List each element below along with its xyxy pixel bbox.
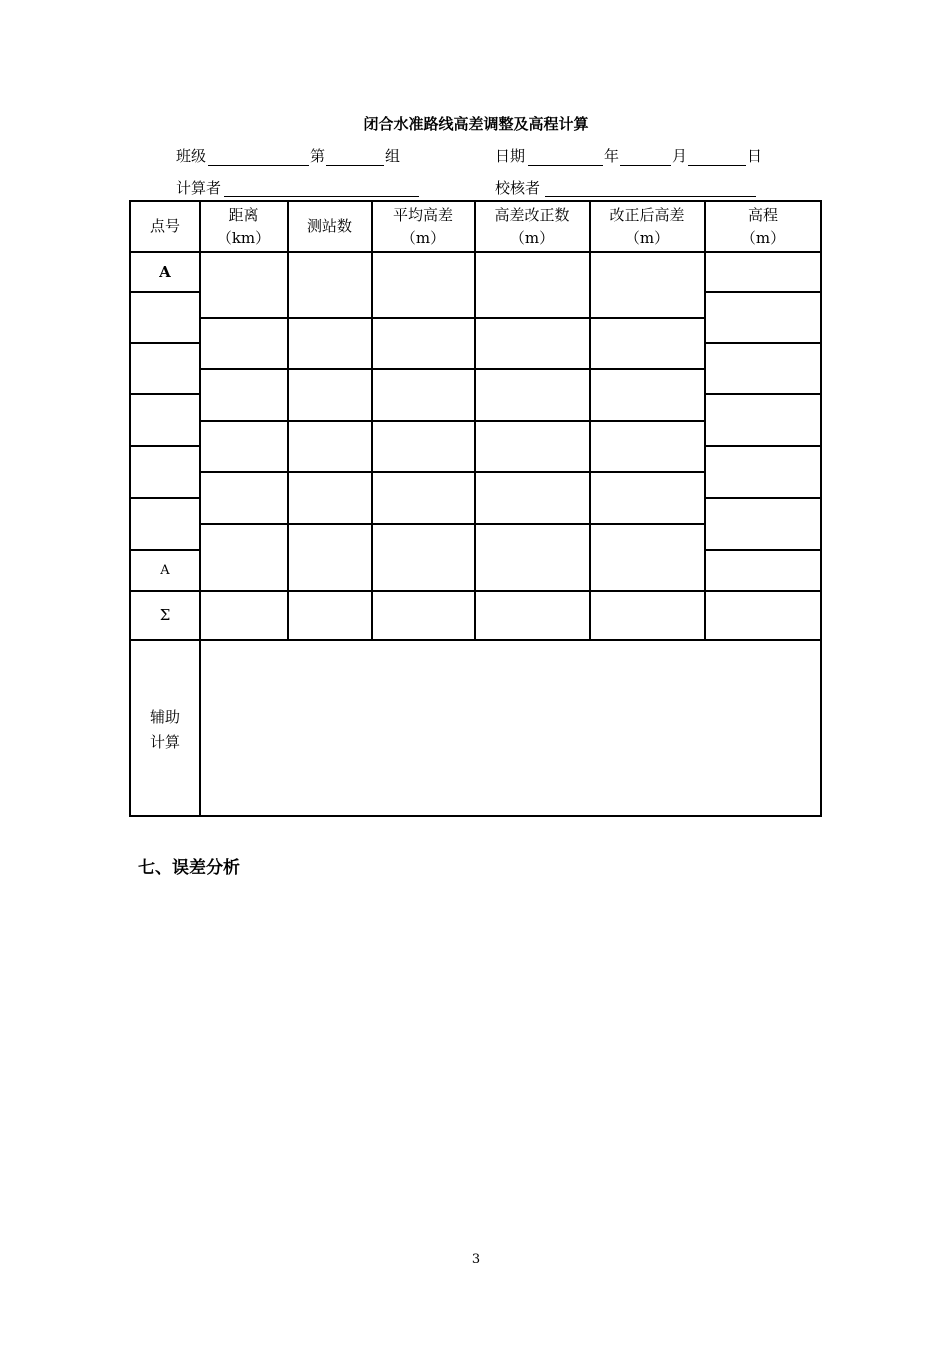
- table-row-line: [704, 445, 822, 447]
- header-point: 点号: [149, 217, 180, 235]
- header-distance: 距离: [228, 206, 259, 224]
- table-row-line: [129, 497, 200, 499]
- month-blank[interactable]: [620, 165, 671, 166]
- table-row-line: [129, 445, 200, 447]
- year-blank[interactable]: [528, 165, 603, 166]
- table-row-line: [704, 497, 822, 499]
- group-blank[interactable]: [326, 165, 384, 166]
- table-sum-bottom-line: [129, 639, 822, 641]
- header-correction: 高差改正数: [494, 206, 570, 224]
- table-header-line: [129, 251, 822, 253]
- header-mean-diff-unit: （m）: [400, 229, 446, 247]
- table-sum-top-line: [129, 590, 822, 592]
- table-row-line: [704, 549, 822, 551]
- header-elevation: 高程: [747, 206, 778, 224]
- class-blank[interactable]: [208, 165, 309, 166]
- page-title: 闭合水准路线高差调整及高程计算: [363, 115, 589, 133]
- sum-label: Σ: [159, 606, 171, 624]
- date-label: 日期: [495, 147, 526, 165]
- table-col-line: [199, 200, 201, 817]
- header-elevation-unit: （m）: [740, 229, 786, 247]
- page-number: 3: [471, 1252, 481, 1267]
- header-stations: 测站数: [306, 217, 352, 235]
- header-corrected-diff: 改正后高差: [609, 206, 685, 224]
- table-row-line: [704, 393, 822, 395]
- day-label: 日: [747, 147, 763, 165]
- table-segment-line: [199, 317, 705, 319]
- group-suffix: 组: [385, 147, 401, 165]
- calculator-blank[interactable]: [224, 196, 419, 197]
- table-row-line: [129, 291, 200, 293]
- start-point-label: A: [159, 263, 171, 281]
- header-mean-diff: 平均高差: [392, 206, 453, 224]
- table-segment-line: [199, 471, 705, 473]
- table-segment-line: [199, 420, 705, 422]
- class-label: 班级: [176, 147, 207, 165]
- section-heading: 七、误差分析: [138, 858, 240, 878]
- header-distance-unit: （km）: [216, 229, 271, 247]
- aux-label-line2: 计算: [149, 733, 180, 751]
- checker-label: 校核者: [495, 179, 541, 197]
- aux-label-line1: 辅助: [149, 708, 180, 726]
- month-label: 月: [672, 147, 688, 165]
- table-row-line: [129, 342, 200, 344]
- calculator-label: 计算者: [176, 179, 222, 197]
- year-label: 年: [604, 147, 620, 165]
- day-blank[interactable]: [688, 165, 746, 166]
- checker-blank[interactable]: [545, 196, 756, 197]
- end-point-label: A: [160, 563, 170, 578]
- header-corrected-diff-unit: （m）: [624, 229, 670, 247]
- table-row-line: [704, 342, 822, 344]
- leveling-table: [129, 200, 822, 817]
- table-segment-line: [199, 523, 705, 525]
- table-row-line: [129, 549, 200, 551]
- table-row-line: [704, 291, 822, 293]
- group-prefix: 第: [310, 147, 326, 165]
- header-correction-unit: （m）: [509, 229, 555, 247]
- table-row-line: [129, 393, 200, 395]
- table-segment-line: [199, 368, 705, 370]
